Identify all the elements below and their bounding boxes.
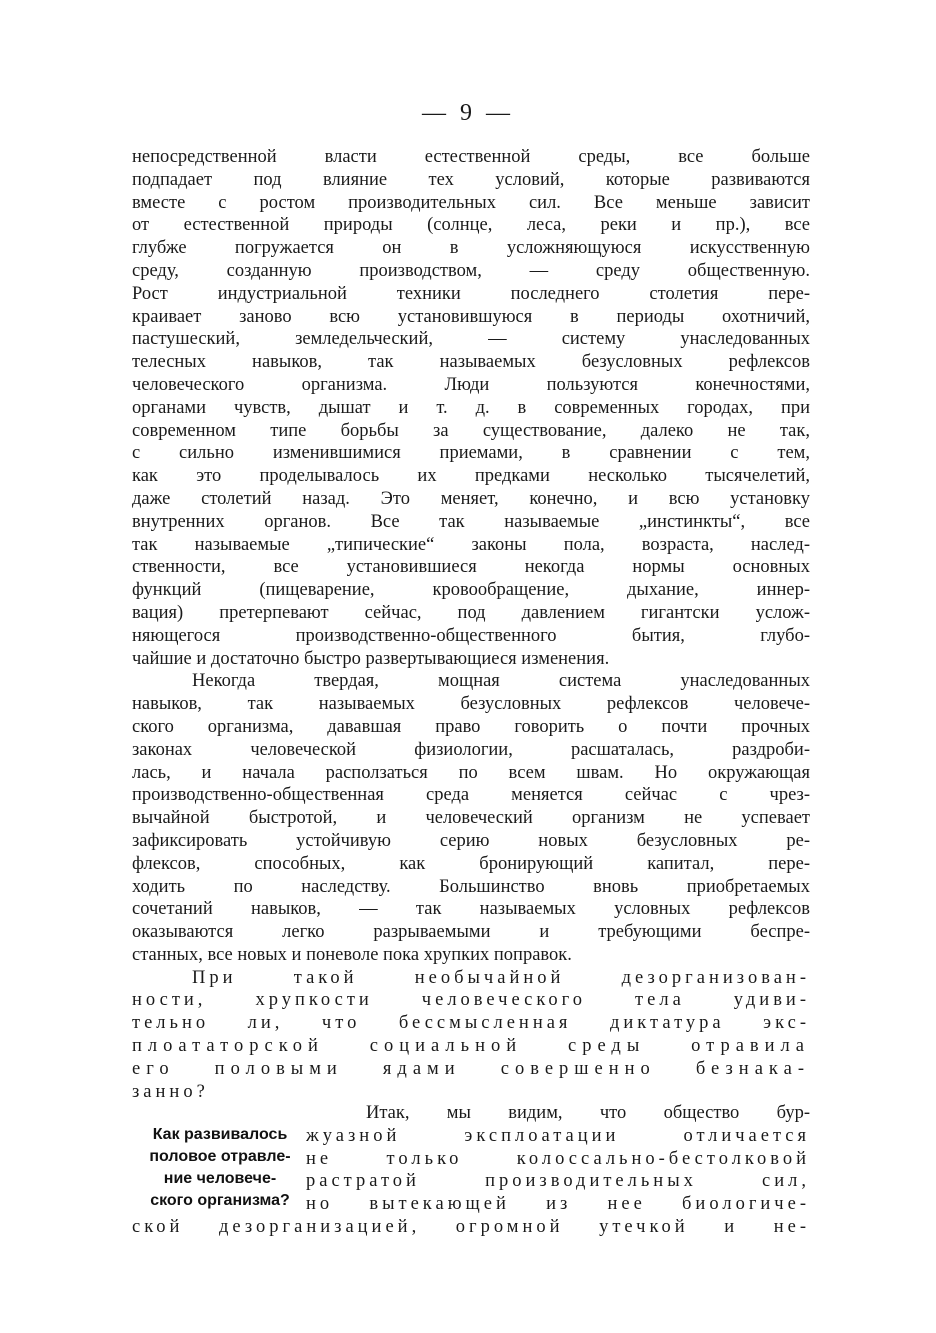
text-line: вычайной быстротой, и человеческий организм не успевает [132,808,810,829]
text-line: его половыми ядами совершенно безнака- [132,1058,810,1079]
body-text [132,146,810,1103]
page-number: — 9 — [422,100,514,126]
text-line: с сильно изменившимися приемами, в сравнении с тем, [132,443,810,464]
paragraph-3 [132,967,810,1104]
text-line: среду, созданную производством, — среду общественную. [132,260,810,281]
text-line: станных, все новых и поневоле пока хрупких поправок. [132,944,572,965]
text-line: При такой необычайной дезорганизован- [192,967,810,988]
text-line: ходить по наследству. Большинство вновь приобретаемых [132,876,810,897]
text-line: но вытекающей из нее биологиче- [306,1194,810,1215]
text-line: от естественной природы (солнце, леса, реки и пр.), все [132,215,810,236]
text-line: ской дезорганизацией, огромной утечкой и не- [132,1217,810,1237]
text-line: навыков, так называемых безусловных рефлексов человече- [132,694,810,715]
text-line: Некогда твердая, мощная система унаследованных [192,671,810,692]
text-line: флексов, способных, как бронирующий капитал, пере- [132,853,810,874]
text-line: плоататорской социальной среды отравила [132,1036,810,1057]
text-line: ского организма, дававшая право говорить о почти прочных [132,716,810,737]
text-line: растратой производительных сил, [306,1171,810,1192]
paragraph-4-side [306,1102,810,1216]
text-line: жуазной эксплоатации отличается [306,1125,810,1146]
text-line: чайшие и достаточно быстро развертывающиеся изменения. [132,648,610,669]
text-line: непосредственной власти естественной среды, все больше [132,147,810,167]
text-line: оказываются легко разрываемыми и требующими беспре- [132,922,810,943]
text-line: Рост индустриальной техники последнего столетия пере- [132,283,810,304]
text-line: не только колоссально-бестолковой [306,1148,810,1169]
text-line: краивает заново всю установившуюся в периоды охотничий, [132,306,810,327]
text-line: как это проделывалось их предками несколько тысячелетий, [132,466,810,487]
text-line: сочетаний навыков, — так называемых условных рефлексов [132,899,810,920]
text-line: вация) претерпевают сейчас, под давлением гигантски услож- [132,602,810,623]
text-line: занно? [132,1081,209,1102]
text-line: лась, и начала расползаться по всем швам. Но окружающая [132,762,810,783]
paragraph-4-tail [132,1216,810,1239]
text-line: телесных навыков, так называемых безусловных рефлексов [132,352,810,373]
text-line: подпадает под влияние тех условий, которые развиваются [132,169,810,190]
text-line: няющегося производственно-общественного бытия, глубо- [132,625,810,646]
margin-heading-line: Как развивалось [152,1126,288,1143]
margin-heading-line: половое отравле- [149,1148,291,1165]
text-line: человеческого организма. Люди пользуются конечностями, [132,374,810,395]
text-line: производственно-общественная среда меняется сейчас с чрез- [132,785,810,806]
text-line: так называемые „типические“ законы пола, возраста, наслед- [132,534,810,555]
text-line: ственности, все установившиеся некогда нормы основных [132,557,810,578]
text-line: законах человеческой физиологии, расшаталась, раздроби- [132,739,810,760]
text-line: тельно ли, что бессмысленная диктатура экс- [132,1013,810,1034]
margin-heading-line: ние человече- [163,1170,277,1187]
text-line: даже столетий назад. Это меняет, конечно, и всю установку [132,488,810,509]
text-line: пастушеский, земледельческий, — систему унаследованных [132,329,810,350]
text-line: современном типе борьбы за существование, далеко не так, [132,420,810,441]
paragraph-1 [132,146,810,670]
margin-heading-line: ского организма? [150,1192,290,1209]
text-line: внутренних органов. Все так называемые „инстинкты“, все [132,511,810,532]
text-line: зафиксировать устойчивую серию новых безусловных ре- [132,830,810,851]
text-line: вместе с ростом производительных сил. Все меньше зависит [132,192,810,213]
margin-heading [136,1124,304,1212]
text-line: органами чувств, дышат и т. д. в современных городах, при [132,397,810,418]
text-line: функций (пищеварение, кровообращение, дыхание, иннер- [132,580,810,601]
text-line: ности, хрупкости человеческого тела удиви- [132,990,810,1011]
text-line: глубже погружается он в усложняющуюся искусственную [132,238,810,259]
paragraph-2 [132,670,810,966]
text-line: Итак, мы видим, что общество бур- [366,1103,810,1123]
